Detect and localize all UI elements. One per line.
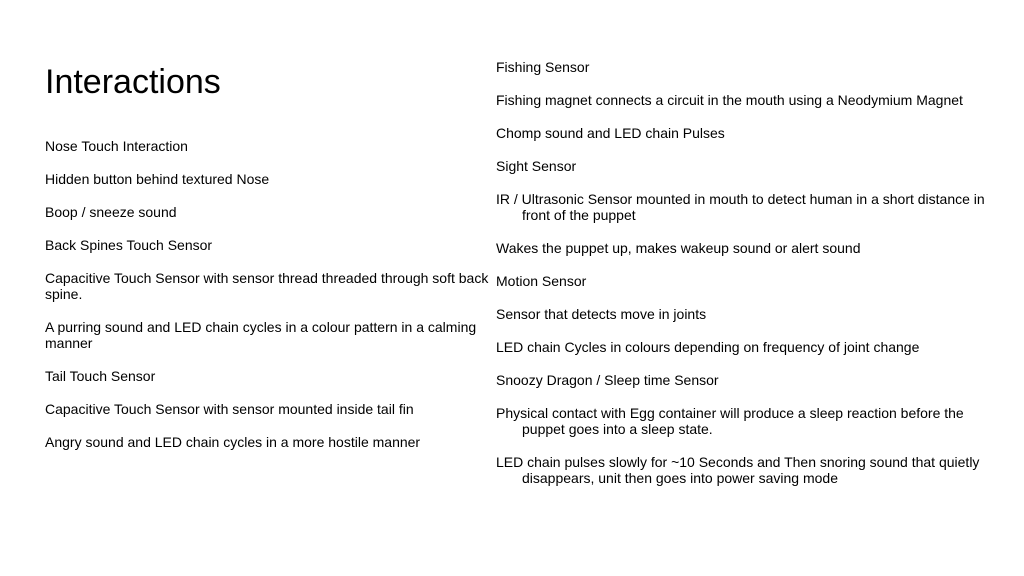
motion-sensor-detail-2: LED chain Cycles in colours depending on frequency of joint change (496, 339, 920, 355)
sleep-sensor-heading: Snoozy Dragon / Sleep time Sensor (496, 372, 719, 388)
back-spines-heading: Back Spines Touch Sensor (45, 237, 213, 253)
tail-touch-heading: Tail Touch Sensor (45, 368, 156, 384)
back-spines-detail-1: Capacitive Touch Sensor with sensor thread threaded through soft back spine. (45, 270, 489, 302)
fishing-sensor-heading: Fishing Sensor (496, 59, 590, 75)
fishing-sensor-detail-1: Fishing magnet connects a circuit in the mouth using a Neodymium Magnet (496, 92, 963, 108)
sight-sensor-heading: Sight Sensor (496, 158, 577, 174)
sight-sensor-detail-1: IR / Ultrasonic Sensor mounted in mouth to detect human in a short distance in front of the puppet (496, 191, 985, 223)
slide-title: Interactions (45, 63, 221, 101)
tail-touch-detail-1: Capacitive Touch Sensor with sensor mounted inside tail fin (45, 401, 414, 417)
nose-touch-detail-1: Hidden button behind textured Nose (45, 171, 270, 187)
left-column-list (45, 138, 490, 467)
sleep-sensor-detail-2: LED chain pulses slowly for ~10 Seconds and Then snoring sound that quietly disappears, unit then goes into power saving mode (496, 454, 980, 486)
tail-touch-detail-2: Angry sound and LED chain cycles in a more hostile manner (45, 434, 421, 450)
nose-touch-heading: Nose Touch Interaction (45, 138, 188, 154)
back-spines-detail-2: A purring sound and LED chain cycles in a colour pattern in a calming manner (45, 319, 477, 351)
right-column-list (496, 59, 986, 503)
motion-sensor-detail-1: Sensor that detects move in joints (496, 306, 707, 322)
sight-sensor-detail-2: Wakes the puppet up, makes wakeup sound or alert sound (496, 240, 861, 256)
nose-touch-detail-2: Boop / sneeze sound (45, 204, 177, 220)
sleep-sensor-detail-1: Physical contact with Egg container will produce a sleep reaction before the puppet goes into a sleep state. (496, 405, 964, 437)
motion-sensor-heading: Motion Sensor (496, 273, 587, 289)
fishing-sensor-detail-2: Chomp sound and LED chain Pulses (496, 125, 725, 141)
